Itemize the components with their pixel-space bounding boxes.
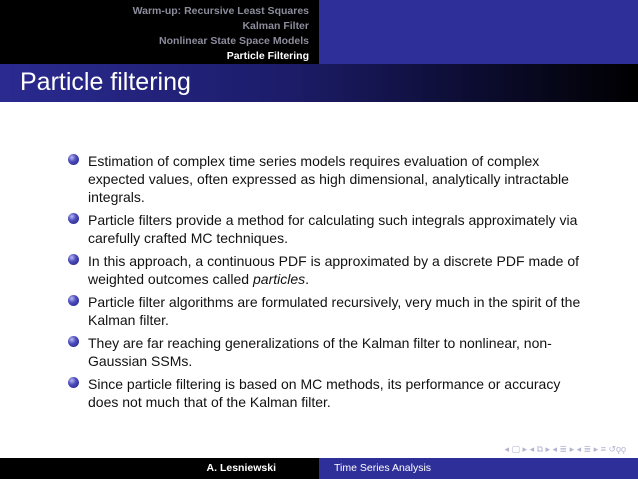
- header-accent-panel: [319, 0, 638, 64]
- bullet-text: They are far reaching generalizations of the Kalman filter to nonlinear, non-Gaussian SSMs.: [88, 335, 552, 369]
- bullet-ball-icon: [68, 213, 79, 224]
- bullet-ball-icon: [68, 154, 79, 165]
- bullet-text-post: .: [305, 271, 310, 287]
- bullet-ball-icon: [68, 377, 79, 388]
- bullet-item: [68, 152, 588, 206]
- bullet-item: [68, 252, 588, 288]
- bullet-text-emphasis: particles: [253, 271, 306, 287]
- nav-section-rls[interactable]: Warm-up: Recursive Least Squares: [132, 5, 309, 17]
- bullet-ball-icon: [68, 254, 79, 265]
- bullet-text: Particle filters provide a method for calculating such integrals approximately via carefully crafted MC techniques.: [88, 212, 578, 246]
- bullet-item: [68, 375, 588, 411]
- footer-author-panel: [0, 458, 319, 479]
- slide-title: Particle filtering: [20, 68, 191, 96]
- bullet-text: Since particle filtering is based on MC methods, its performance or accuracy does not much that of the Kalman filter.: [88, 376, 561, 410]
- bullet-text: Estimation of complex time series models requires evaluation of complex expected values, often expressed as high dimensional, analytically intractable integrals.: [88, 153, 569, 205]
- bullet-item: [68, 211, 588, 247]
- bullet-list: [68, 152, 588, 416]
- bullet-ball-icon: [68, 336, 79, 347]
- nav-section-particle[interactable]: Particle Filtering: [226, 50, 309, 62]
- footer-title: Time Series Analysis: [334, 462, 432, 474]
- bullet-item: [68, 334, 588, 370]
- bullet-ball-icon: [68, 295, 79, 306]
- beamer-navigation-icons[interactable]: ◂ ▢ ▸ ◂ ⧉ ▸ ◂ ≣ ▸ ◂ ≣ ▸ ≡ ↺ǫǫ: [504, 444, 626, 454]
- footer-author: A. Lesniewski: [206, 462, 276, 474]
- header-nav-panel: [0, 0, 319, 64]
- bullet-text: Particle filter algorithms are formulated recursively, very much in the spirit of the Kalman filter.: [88, 294, 581, 328]
- bullet-item: [68, 293, 588, 329]
- slide-title-bar: [0, 64, 638, 102]
- section-navigation: [133, 4, 309, 64]
- footer-title-panel: [319, 458, 638, 479]
- nav-section-kalman[interactable]: Kalman Filter: [242, 20, 309, 32]
- bullet-text-pre: In this approach, a continuous PDF is approximated by a discrete PDF made of weighted outcomes called: [88, 253, 580, 287]
- nav-section-nonlinear[interactable]: Nonlinear State Space Models: [159, 35, 309, 47]
